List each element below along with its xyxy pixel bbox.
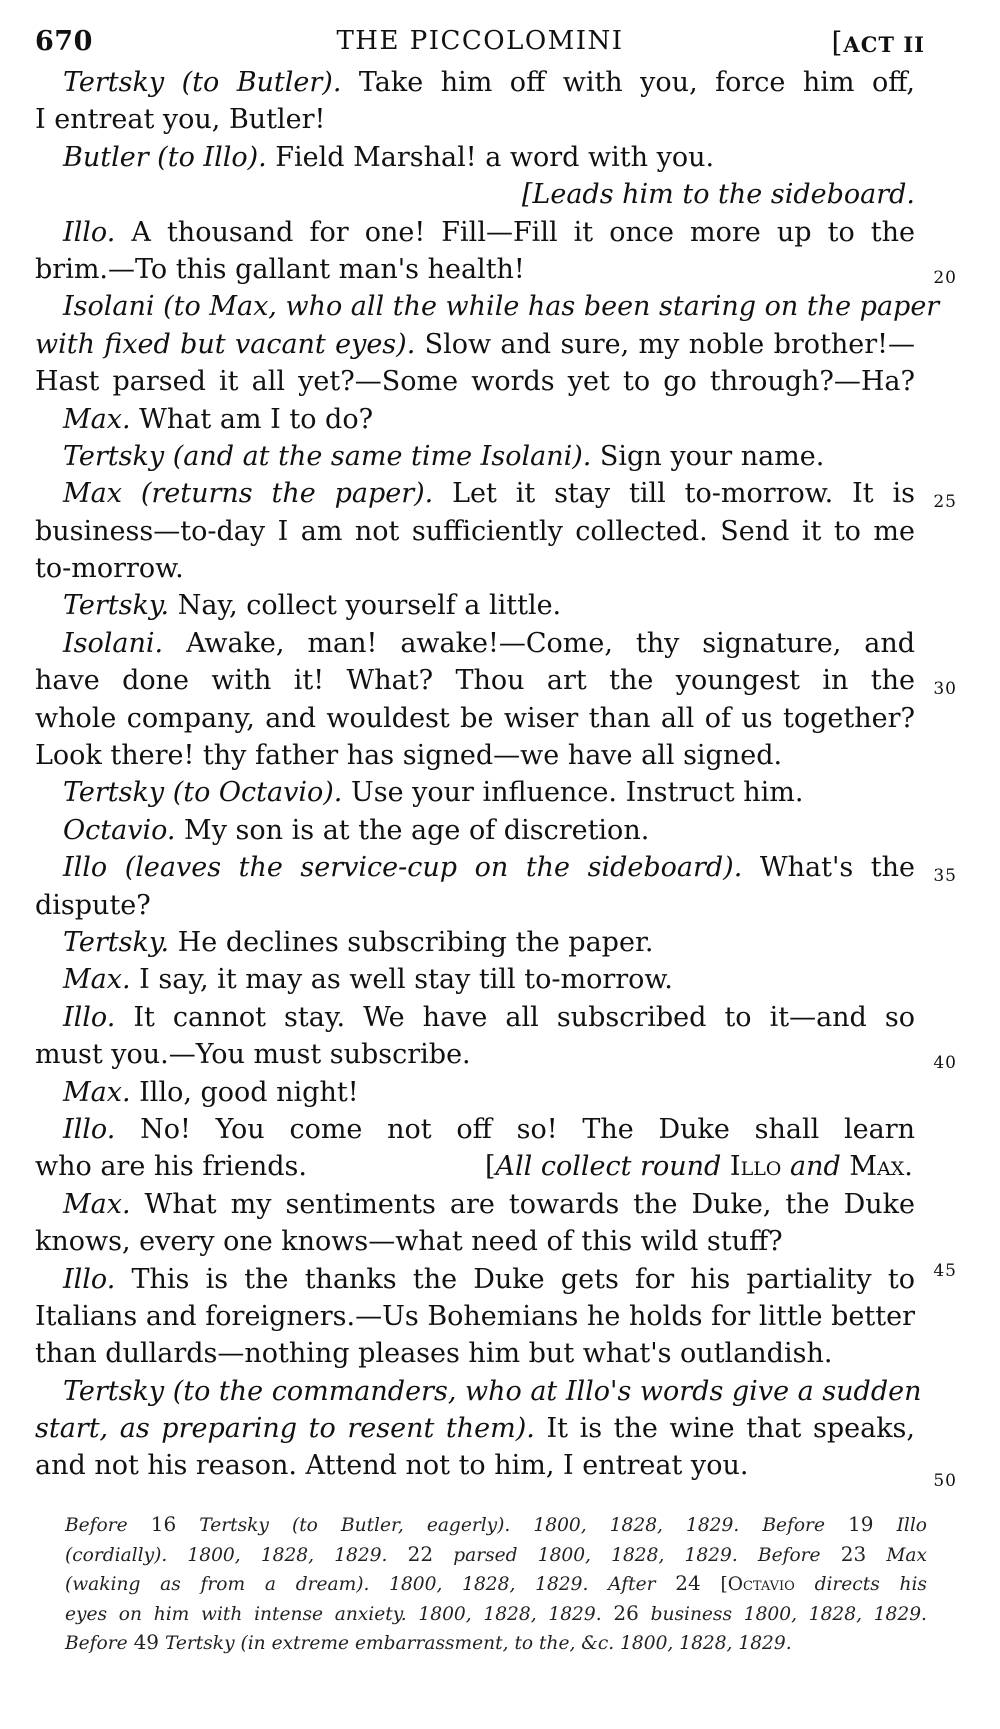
text-line: Look there! thy father has signed—we have all signed.	[35, 740, 783, 772]
text-line	[35, 662, 957, 700]
speaker: Tertsky (and at the same time Isolani).	[63, 440, 592, 472]
text-line: to-morrow.	[35, 553, 184, 585]
speech: He declines subscribing the paper.	[169, 926, 654, 958]
speech: Awake, man! awake!—Come, thy signature, and	[163, 627, 915, 659]
text-line	[35, 625, 915, 662]
text-line	[35, 251, 957, 288]
line-number: 35	[933, 866, 957, 887]
footnote-line: eyes on him with intense anxiety. 1800, 1828, 1829. 26 business 1800, 1828, 1829.	[65, 1600, 927, 1625]
speech: What's the	[742, 852, 915, 884]
text-line: than dullards—nothing pleases him but what's outlandish.	[35, 1338, 833, 1370]
speech: This is the thanks the Duke gets for his partiality to	[115, 1263, 915, 1295]
text-line	[35, 475, 957, 513]
text-line	[35, 1260, 957, 1298]
speech: brim.—To this gallant man's health!	[35, 253, 525, 285]
text-line: Isolani (to Max, who all the while has been staring on the paper	[63, 291, 940, 323]
text-line	[35, 812, 915, 849]
text-line	[35, 214, 915, 251]
speaker: Tertsky.	[63, 926, 170, 958]
play-text	[35, 64, 957, 1492]
text-line	[35, 961, 915, 998]
speaker: Tertsky (to Butler).	[63, 67, 342, 98]
stage-direction: start, as preparing to resent them).	[35, 1413, 535, 1445]
text-line	[35, 849, 957, 887]
line-number: 50	[933, 1471, 957, 1492]
footnote-line: (waking as from a dream). 1800, 1828, 1829. After 24 [Octavio directs his	[65, 1571, 927, 1595]
speaker: Illo.	[63, 1113, 116, 1145]
stage-direction: [All collect round Illo and Max.	[485, 1151, 913, 1183]
text-line	[35, 1410, 915, 1447]
act-label: ACT II	[843, 32, 925, 57]
text-line	[35, 774, 915, 811]
act-marker: [ACT II	[831, 26, 925, 59]
speech: Use your influence. Instruct him.	[342, 777, 804, 809]
text-line: business—to-day I am not sufficiently collected. Send it to me	[35, 515, 915, 547]
speech: Slow and sure, my noble brother!—	[415, 328, 916, 360]
speaker: Max.	[63, 403, 131, 435]
speech: must you.—You must subscribe.	[35, 1039, 471, 1071]
text-line: Hast parsed it all yet?—Some words yet to go through?—Ha?	[35, 366, 915, 398]
running-header	[35, 18, 925, 64]
text-line	[35, 139, 915, 176]
page-number: 670	[35, 26, 93, 57]
speech: It is the wine that speaks,	[534, 1413, 915, 1445]
text-line	[35, 1148, 915, 1185]
text-line	[35, 438, 915, 475]
stage-direction: [Leads him to the sideboard.	[521, 179, 915, 211]
footnote-line: (cordially). 1800, 1828, 1829. 22 parsed 1800, 1828, 1829. Before 23 Max	[65, 1541, 927, 1566]
speech: Sign your name.	[591, 440, 825, 472]
text-line	[35, 64, 915, 101]
text-line	[35, 924, 915, 961]
speech: Illo, good night!	[130, 1076, 359, 1108]
speaker: Max.	[63, 1188, 131, 1220]
speech: What am I to do?	[130, 403, 374, 435]
text-line	[35, 401, 915, 438]
speech: My son is at the age of discretion.	[175, 814, 650, 846]
speaker: Isolani.	[63, 627, 164, 659]
speaker: Illo.	[63, 1263, 116, 1295]
text-line	[35, 1186, 915, 1223]
text-line: whole company, and wouldest be wiser than all of us together?	[35, 702, 915, 734]
speech: It cannot stay. We have all subscribed to it—and so	[115, 1001, 915, 1033]
speech: Field Marshal! a word with you.	[266, 141, 715, 173]
speech: and not his reason. Attend not to him, I entreat you.	[35, 1450, 749, 1482]
text-line	[35, 999, 915, 1036]
speech: Nay, collect yourself a little.	[169, 590, 562, 622]
text-line	[35, 1447, 957, 1492]
speech: have done with it! What? Thou art the youngest in the	[35, 665, 915, 697]
speaker: Octavio.	[63, 814, 176, 846]
line-number: 30	[933, 679, 957, 700]
text-line: Italians and foreigners.—Us Bohemians he holds for little better	[35, 1300, 915, 1332]
speech: I say, it may as well stay till to-morrow.	[130, 964, 673, 996]
text-line: dispute?	[35, 889, 151, 921]
line-number: 20	[933, 267, 957, 288]
stage-direction: with fixed but vacant eyes).	[35, 328, 416, 360]
text-line	[35, 326, 915, 363]
line-number: 45	[933, 1260, 957, 1281]
speaker: Illo.	[63, 216, 116, 248]
speaker: Illo (leaves the service-cup on the sideboard).	[63, 852, 743, 884]
book-page	[35, 18, 957, 1492]
speaker: Tertsky (to Octavio).	[63, 777, 343, 809]
speaker: Butler (to Illo).	[63, 141, 267, 173]
footnotes	[65, 1510, 927, 1658]
running-title: THE PICCOLOMINI	[336, 26, 624, 56]
footnote-line: Before 49 Tertsky (in extreme embarrassment, to the, &c. 1800, 1828, 1829.	[65, 1630, 792, 1654]
text-line	[35, 1111, 915, 1148]
speech: Take him off with you, force him off,	[341, 67, 916, 98]
speaker: Max.	[63, 964, 131, 996]
speech: A thousand for one! Fill—Fill it once more up to the	[115, 216, 915, 248]
footnote-line: Before 16 Tertsky (to Butler, eagerly). 1800, 1828, 1829. Before 19 Illo	[65, 1512, 927, 1536]
speaker: Tertsky.	[63, 590, 170, 622]
speaker: Max.	[63, 1076, 131, 1108]
text-line	[35, 1074, 915, 1111]
text-line: I entreat you, Butler!	[35, 104, 326, 136]
speech: What my sentiments are towards the Duke, the Duke	[130, 1188, 915, 1220]
speech: who are his friends.	[35, 1151, 307, 1183]
line-number: 25	[933, 492, 957, 513]
text-line	[35, 1036, 957, 1074]
speech: No! You come not off so! The Duke shall learn	[115, 1113, 915, 1145]
text-line: knows, every one knows—what need of this wild stuff?	[35, 1226, 783, 1258]
text-line: Tertsky (to the commanders, who at Illo's words give a sudden	[63, 1375, 922, 1407]
speaker: Illo.	[63, 1001, 116, 1033]
text-line	[35, 587, 915, 624]
line-number: 40	[933, 1053, 957, 1074]
speaker: Max (returns the paper).	[63, 478, 434, 510]
speech: Let it stay till to-morrow. It is	[433, 478, 915, 510]
